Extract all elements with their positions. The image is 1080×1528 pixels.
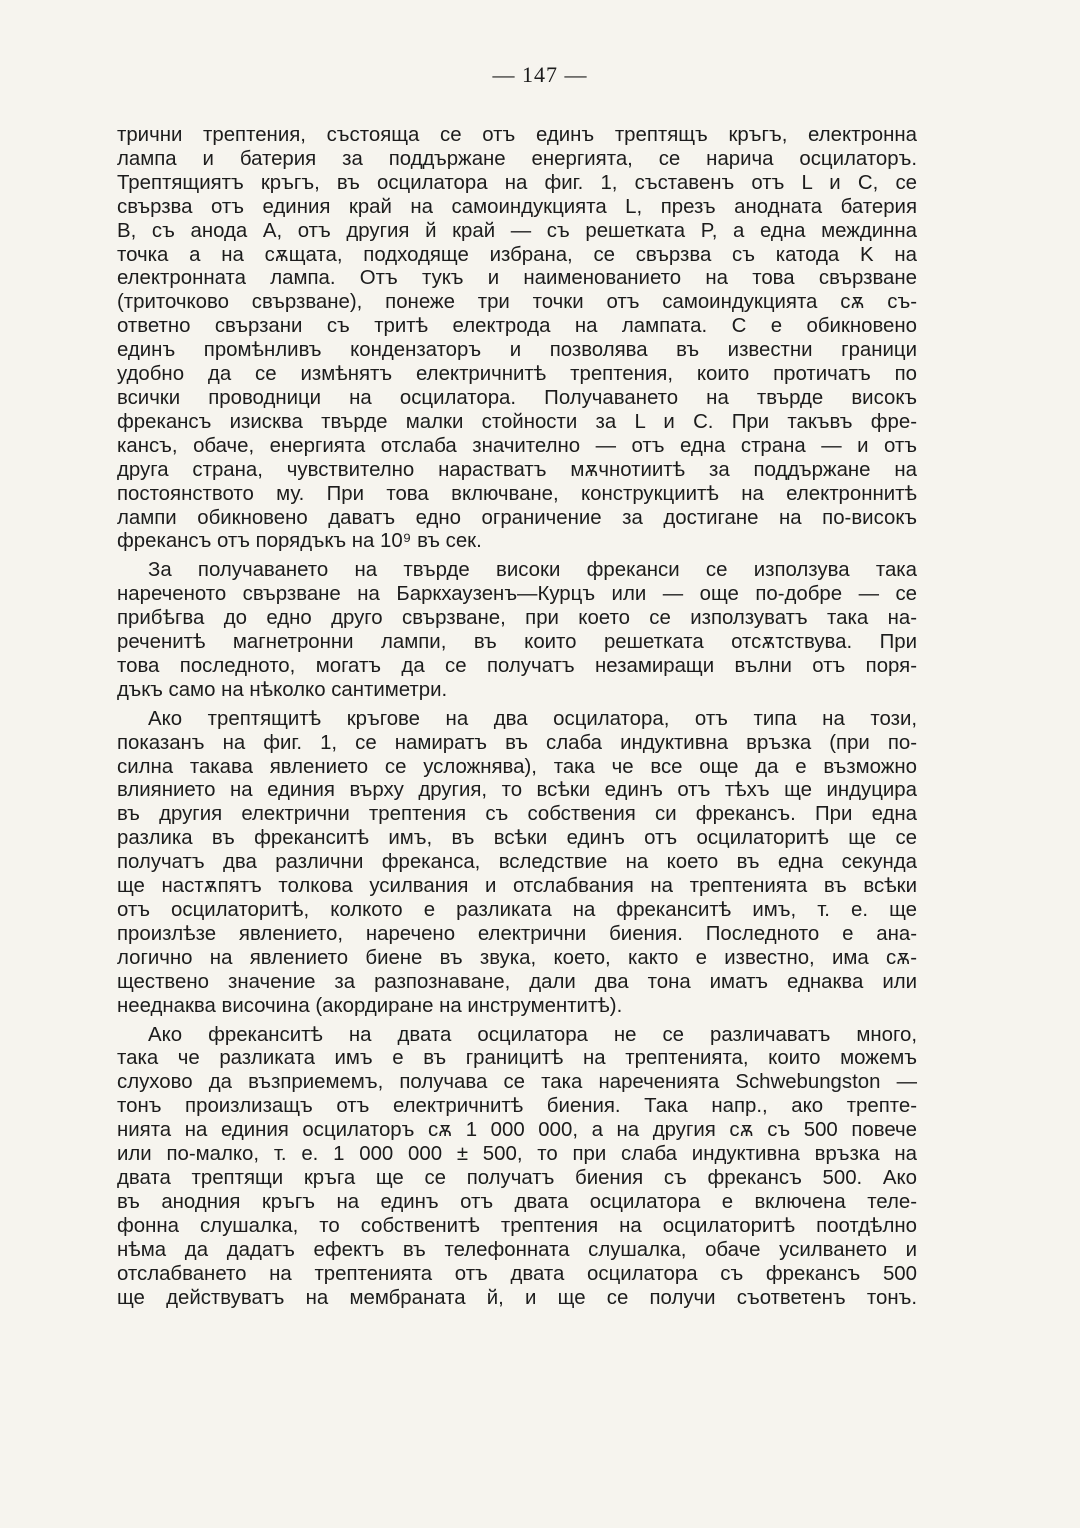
text-line: удобно да се измѣнятъ електричнитѣ трептения, които протичатъ по <box>117 363 917 386</box>
text-line: постоянството му. При това включване, конструкциитѣ на електроннитѣ <box>117 482 917 505</box>
text-line: Ако трептящитѣ кръгове на два осцилатора, отъ типа на този, <box>148 707 917 730</box>
text-line: Трептящиятъ кръгъ, въ осцилатора на фиг. 1, съставенъ отъ L и C, се <box>117 171 917 194</box>
text-line: слухово да възприемемъ, получава се така нареченията Schwebungston — <box>117 1071 917 1094</box>
text-line: влиянието на единия върху другия, то всѣки единъ отъ тѣхъ ще индуцира <box>117 779 917 802</box>
text-line: дъкъ само на нѣколко сантиметри. <box>117 678 448 701</box>
text-line: нѣма да дадатъ ефектъ въ телефонната слушалка, обаче усилването и <box>117 1238 917 1261</box>
text-line: отъ осцилаторитѣ, колкото е разликата на фреканситѣ имъ, т. е. ще <box>117 899 917 921</box>
text-line: това последното, могатъ да се получатъ незамиращи вълни отъ поря- <box>117 654 917 677</box>
page-number: — 147 — <box>492 62 588 87</box>
text-line: тонъ произлизащъ отъ електричнитѣ биения. Така напр., ако трепте- <box>117 1095 917 1118</box>
text-line: кансъ, обаче, енергията отслаба значително — отъ една страна — и отъ <box>117 434 917 457</box>
text-line: (триточково свързване), понеже три точки отъ самоиндукцията сѫ съ- <box>117 291 917 314</box>
text-line: всички проводници на осцилатора. Получаването на твърде високъ <box>117 386 917 409</box>
text-line: прибѣгва до едно друго свързване, при което се използуватъ така на- <box>117 607 917 630</box>
text-line: така че разликата имъ е въ границитѣ на трептенията, които можемъ <box>117 1047 917 1070</box>
text-body <box>117 124 917 1315</box>
text-line: трични трептения, състояща се отъ единъ трептящъ кръгъ, електронна <box>117 124 917 146</box>
text-line: ще настѫпятъ толкова усилвания и отслабвания на трептенията въ всѣки <box>117 875 917 898</box>
text-line: фонна слушалка, то собственитѣ трептения на осцилаторитѣ поотдѣлно <box>117 1214 917 1237</box>
paragraph <box>117 1024 917 1311</box>
text-line: ще действуватъ на мембраната й, и ще се получи съответенъ тонъ. <box>117 1286 917 1309</box>
text-line: силна такава явлението се усложнява), така че все още да е възможно <box>117 755 917 778</box>
text-line: нееднаква височина (акордиране на инструментитѣ). <box>117 994 623 1017</box>
text-line: Ако фреканситѣ на двата осцилатора не се различаватъ много, <box>148 1023 917 1046</box>
text-line: точка a на сѫщата, подходяще избрана, се свързва съ катода K на <box>117 243 917 266</box>
text-line: произлѣзе явлението, наречено електрични биения. Последното е ана- <box>117 922 917 945</box>
text-line: фрекансъ изисква твърде малки стойности за L и C. При такъвъ фре- <box>117 410 917 433</box>
text-line: двата трептящи кръга ще се получатъ биения съ фрекансъ 500. Ако <box>117 1166 917 1189</box>
text-line: електронната лампа. Отъ тукъ и наименованието на това свързване <box>117 267 917 290</box>
text-line: друга страна, чувствително нарастватъ мѫчнотиитѣ за поддържане на <box>117 458 917 481</box>
text-line: лампи обикновено даватъ едно ограничение за достигане на по-високъ <box>117 506 917 529</box>
text-line: лампа и батерия за поддържане енергията, се нарича осцилаторъ. <box>117 147 917 170</box>
text-line: За получаването на твърде високи фреканси се използува така <box>148 559 917 582</box>
paragraph <box>117 559 917 702</box>
text-line: свързва отъ единия край на самоиндукцията L, презъ анодната батерия <box>117 195 917 218</box>
text-line: фрекансъ отъ порядъкъ на 10⁹ въ сек. <box>117 530 482 553</box>
text-line: логично на явлението биене въ звука, което, както е известно, има сѫ- <box>117 946 917 969</box>
text-line: единъ промѣнливъ кондензаторъ и позволява въ известни граници <box>117 339 917 362</box>
paragraph <box>117 124 917 554</box>
text-line: нията на единия осцилаторъ сѫ 1 000 000, а на другия сѫ съ 500 повече <box>117 1119 917 1142</box>
text-line: B, съ анода A, отъ другия й край — съ решетката P, а една междинна <box>117 219 917 242</box>
text-line: ществено значение за разпознаване, дали два тона иматъ еднаква или <box>117 970 917 993</box>
text-line: реченитѣ магнетронни лампи, въ които решетката отсѫтствува. При <box>117 631 917 654</box>
text-line: въ анодния кръгъ на единъ отъ двата осцилатора е включена теле- <box>117 1190 917 1213</box>
text-line: разлика въ фреканситѣ имъ, въ всѣки единъ отъ осцилаторитѣ ще се <box>117 827 917 850</box>
text-line: ответно свързани съ тритѣ електрода на лампата. C е обикновено <box>117 315 917 338</box>
text-line: отслабването на трептенията отъ двата осцилатора съ фрекансъ 500 <box>117 1262 917 1285</box>
text-line: показанъ на фиг. 1, се намиратъ въ слаба индуктивна връзка (при по- <box>117 731 917 754</box>
text-line: получатъ два различни фреканса, вследствие на което въ една секунда <box>117 851 917 874</box>
text-line: нареченото свързване на Баркхаузенъ—Курцъ или — още по-добре — се <box>117 583 917 606</box>
text-line: въ другия електрични трептения съ собствения си фрекансъ. При една <box>117 803 917 826</box>
text-line: или по-малко, т. е. 1 000 000 ± 500, то при слаба индуктивна връзка на <box>117 1143 917 1166</box>
paragraph <box>117 708 917 1019</box>
